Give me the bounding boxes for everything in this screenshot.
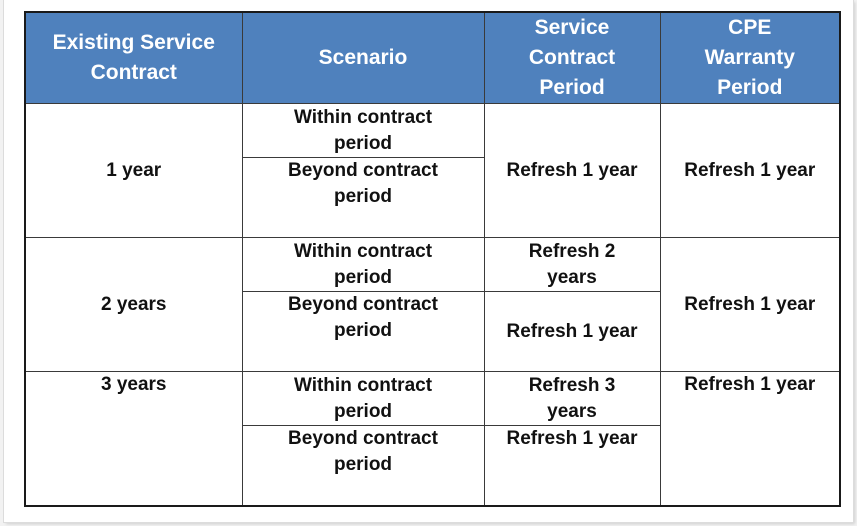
cpe-period-cell — [660, 372, 840, 506]
service-period-cell — [484, 104, 660, 238]
header-text: Warranty — [704, 46, 795, 69]
cell-text: Refresh 1 year — [506, 320, 638, 342]
existing-contract-cell — [25, 372, 242, 506]
cell-text: period — [333, 454, 393, 475]
scenario-cell — [242, 158, 484, 238]
cell-text: 1 year — [106, 159, 162, 181]
cell-text: period — [333, 266, 393, 288]
cell-text: Beyond contract — [288, 294, 438, 315]
cpe-period-cell — [660, 238, 840, 372]
scenario-cell — [242, 292, 484, 372]
scenario-cell — [242, 372, 484, 426]
cell-text: years — [547, 400, 597, 422]
service-period-cell — [484, 426, 660, 506]
table-row — [25, 372, 840, 426]
cell-text: Beyond contract — [288, 428, 438, 449]
service-period-cell — [484, 292, 660, 372]
table-header-row — [25, 12, 840, 104]
cpe-period-cell — [660, 104, 840, 238]
service-contract-table — [24, 11, 841, 507]
header-service-contract-period — [484, 12, 660, 104]
cell-text: Within contract — [293, 374, 433, 396]
scenario-cell — [242, 104, 484, 158]
header-text: Period — [539, 76, 605, 99]
cell-text: period — [333, 186, 393, 207]
header-text: CPE — [728, 16, 772, 39]
scenario-cell — [242, 238, 484, 292]
table-row — [25, 238, 840, 292]
cell-text: Refresh 1 year — [684, 293, 816, 315]
cell-text: years — [547, 266, 597, 288]
service-period-cell — [484, 238, 660, 292]
header-text: Contract — [90, 61, 177, 84]
service-period-cell — [484, 372, 660, 426]
cell-text: Refresh 1 year — [684, 159, 816, 181]
cell-text: 2 years — [100, 293, 167, 315]
cell-text: Within contract — [293, 106, 433, 128]
scenario-cell — [242, 426, 484, 506]
header-text: Period — [717, 76, 783, 99]
header-cpe-warranty-period — [660, 12, 840, 104]
header-text: Existing Service — [52, 31, 215, 54]
existing-contract-cell — [25, 238, 242, 372]
table-row — [25, 104, 840, 158]
cell-text: Refresh 2 — [528, 240, 616, 262]
cell-text: period — [333, 132, 393, 154]
cell-text: Beyond contract — [288, 160, 438, 181]
cell-text: Within contract — [293, 240, 433, 262]
cell-text: 3 years — [100, 374, 167, 395]
cell-text: Refresh 1 year — [506, 428, 638, 449]
header-scenario — [242, 12, 484, 104]
cell-text: Refresh 1 year — [684, 374, 816, 395]
cell-text: period — [333, 320, 393, 341]
header-text: Scenario — [318, 46, 408, 69]
document-page — [4, 0, 853, 522]
existing-contract-cell — [25, 104, 242, 238]
cell-text: Refresh 3 — [528, 374, 616, 396]
cell-text: Refresh 1 year — [506, 159, 638, 181]
cell-text: period — [333, 400, 393, 422]
header-text: Contract — [528, 46, 616, 69]
header-existing-service-contract — [25, 12, 242, 104]
header-text: Service — [534, 16, 610, 39]
